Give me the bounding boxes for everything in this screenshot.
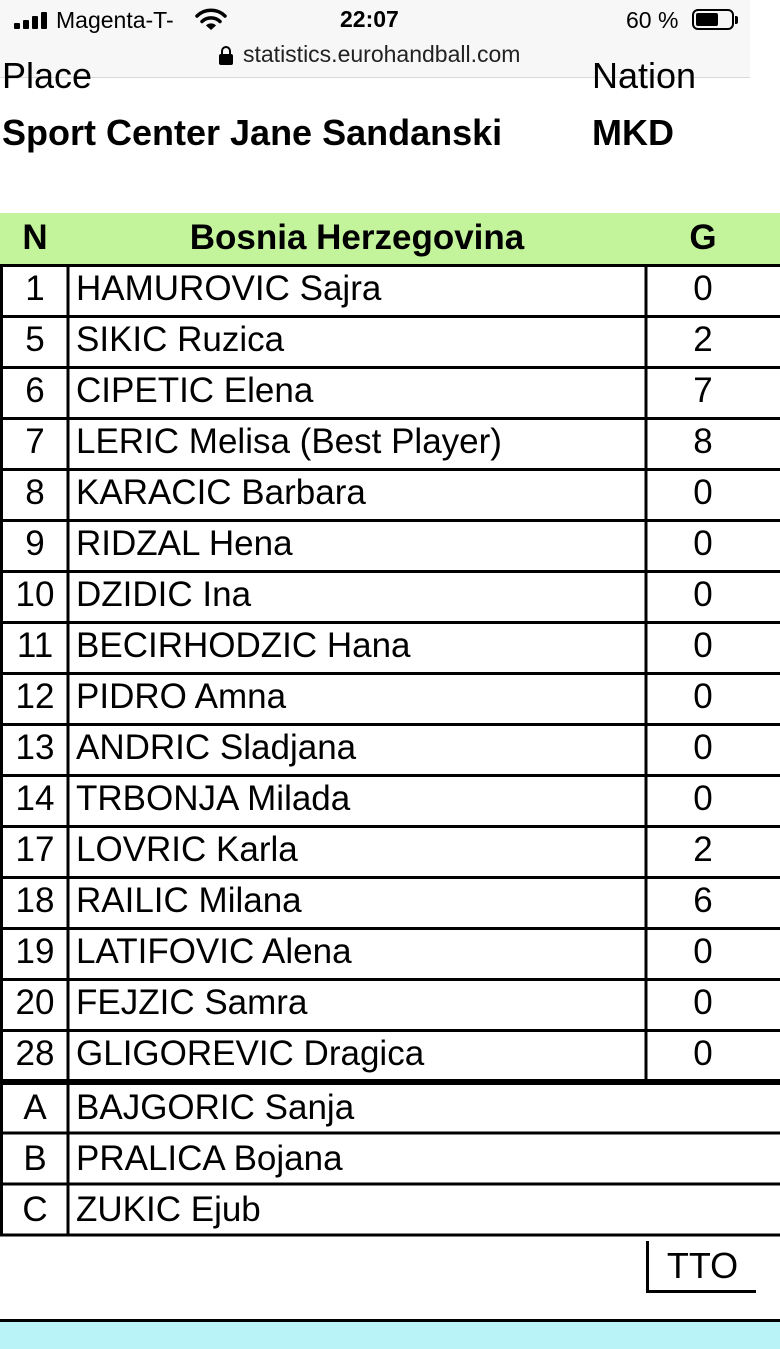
player-name: BECIRHODZIC Hana <box>76 626 411 665</box>
player-row <box>0 366 780 417</box>
player-goals: 7 <box>693 371 713 410</box>
official-name: ZUKIC Ejub <box>76 1190 261 1229</box>
player-goals: 0 <box>693 1034 713 1073</box>
player-goals: 0 <box>693 677 713 716</box>
tto-cell: TTO <box>646 1241 756 1293</box>
player-name: RIDZAL Hena <box>76 524 293 563</box>
player-row <box>0 417 780 468</box>
player-number: 1 <box>25 269 45 308</box>
player-row <box>0 723 780 774</box>
battery-icon <box>692 9 734 30</box>
player-number: 5 <box>25 320 45 359</box>
nation-value: MKD <box>592 112 674 153</box>
player-goals: 0 <box>693 524 713 563</box>
player-goals: 0 <box>693 269 713 308</box>
player-name: CIPETIC Elena <box>76 371 314 410</box>
official-row <box>0 1083 780 1134</box>
player-row <box>0 774 780 825</box>
player-goals: 0 <box>693 728 713 767</box>
player-row <box>0 621 780 672</box>
player-name: SIKIC Ruzica <box>76 320 285 359</box>
player-row <box>0 927 780 978</box>
signal-icon <box>14 12 48 29</box>
player-row <box>0 876 780 927</box>
status-bar <box>0 0 750 40</box>
player-number: 6 <box>25 371 45 410</box>
player-row <box>0 468 780 519</box>
player-name: RAILIC Milana <box>76 881 302 920</box>
player-goals: 0 <box>693 473 713 512</box>
player-number: 18 <box>15 881 55 920</box>
official-name: BAJGORIC Sanja <box>76 1088 355 1127</box>
player-row <box>0 264 780 315</box>
player-goals: 0 <box>693 932 713 971</box>
player-number: 19 <box>15 932 55 971</box>
player-goals: 6 <box>693 881 713 920</box>
player-row <box>0 978 780 1029</box>
player-name: DZIDIC Ina <box>76 575 252 614</box>
nation-label: Nation <box>592 55 697 96</box>
player-name: FEJZIC Samra <box>76 983 308 1022</box>
player-goals: 2 <box>693 320 713 359</box>
header-number: N <box>22 218 48 257</box>
player-number: 12 <box>15 677 55 716</box>
wifi-icon <box>195 8 227 32</box>
player-number: 20 <box>15 983 55 1022</box>
player-name: LOVRIC Karla <box>76 830 298 869</box>
player-number: 14 <box>15 779 55 818</box>
player-row <box>0 519 780 570</box>
player-goals: 0 <box>693 626 713 665</box>
battery-percentage: 60 % <box>626 7 679 33</box>
player-number: 13 <box>15 728 55 767</box>
official-letter: B <box>23 1139 47 1178</box>
player-goals: 2 <box>693 830 713 869</box>
player-name: LERIC Melisa (Best Player) <box>76 422 502 461</box>
player-goals: 0 <box>693 575 713 614</box>
official-row <box>0 1185 780 1236</box>
player-row <box>0 315 780 366</box>
place-value: Sport Center Jane Sandanski <box>2 112 503 153</box>
official-row <box>0 1134 780 1185</box>
official-letter: A <box>23 1088 47 1127</box>
official-name: PRALICA Bojana <box>76 1139 343 1178</box>
header-team-name: Bosnia Herzegovina <box>189 218 525 257</box>
official-letter: C <box>22 1190 48 1229</box>
player-number: 8 <box>25 473 45 512</box>
table-header <box>0 213 780 264</box>
player-name: GLIGOREVIC Dragica <box>76 1034 425 1073</box>
player-goals: 0 <box>693 779 713 818</box>
player-number: 17 <box>15 830 55 869</box>
url-text[interactable]: statistics.eurohandball.com <box>243 41 521 67</box>
player-goals: 8 <box>693 422 713 461</box>
player-number: 28 <box>15 1034 55 1073</box>
player-goals: 0 <box>693 983 713 1022</box>
clock: 22:07 <box>340 6 399 32</box>
player-name: LATIFOVIC Alena <box>76 932 352 971</box>
next-table-header <box>0 1319 780 1349</box>
player-number: 11 <box>16 626 54 665</box>
player-name: PIDRO Amna <box>76 677 287 716</box>
player-name: ANDRIC Sladjana <box>76 728 357 767</box>
place-label: Place <box>2 55 93 96</box>
lock-icon <box>219 46 233 66</box>
player-number: 7 <box>25 422 45 461</box>
player-row <box>0 672 780 723</box>
player-number: 9 <box>25 524 45 563</box>
header-goals: G <box>689 218 717 257</box>
player-row <box>0 825 780 876</box>
player-name: TRBONJA Milada <box>76 779 351 818</box>
player-number: 10 <box>15 575 55 614</box>
player-name: HAMUROVIC Sajra <box>76 269 382 308</box>
player-row <box>0 1029 780 1080</box>
player-name: KARACIC Barbara <box>76 473 366 512</box>
carrier-name: Magenta-T- <box>56 7 174 33</box>
page-content <box>0 55 750 1334</box>
player-row <box>0 570 780 621</box>
